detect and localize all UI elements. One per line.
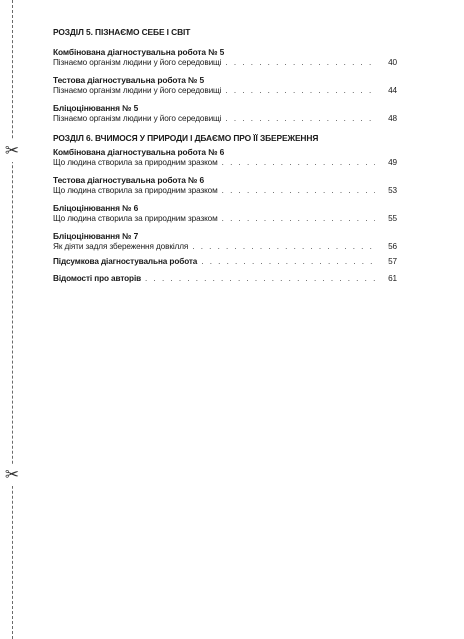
entry-line [53, 113, 397, 124]
entry-title: Відомості про авторів [53, 274, 142, 283]
entry-line [53, 57, 397, 68]
toc-entry[interactable] [53, 175, 397, 196]
section-title: РОЗДІЛ 5. ПІЗНАЄМО СЕБЕ І СВІТ [53, 27, 191, 37]
scissors-icon: ✂ [2, 464, 22, 486]
entry-subtitle: Пізнаємо організм людини у його середовищі [53, 86, 222, 95]
entry-subtitle: Пізнаємо організм людини у його середовищі [53, 58, 222, 67]
entry-line [53, 85, 397, 96]
dot-leader [145, 273, 375, 284]
cut-line [12, 0, 13, 639]
entry-subtitle: Пізнаємо організм людини у його середовищі [53, 114, 222, 123]
dot-leader [225, 57, 375, 68]
page-number: 48 [388, 114, 397, 123]
toc-entry[interactable] [53, 75, 397, 96]
entry-title: Підсумкова діагностувальна робота [53, 257, 198, 266]
entry-title: Тестова діагностувальна робота № 5 [53, 75, 205, 85]
toc-entry-final-assessment[interactable] [53, 256, 397, 267]
page-number: 40 [388, 58, 397, 67]
page-number: 57 [388, 257, 397, 266]
page-number: 53 [388, 186, 397, 195]
toc-entry[interactable] [53, 103, 397, 124]
entry-title: Бліцоцінювання № 7 [53, 231, 139, 241]
toc-entry[interactable] [53, 203, 397, 224]
dot-leader [222, 213, 375, 224]
entry-subtitle: Що людина створила за природним зразком [53, 158, 218, 167]
dot-leader [225, 113, 375, 124]
scissors-icon: ✂ [2, 140, 22, 162]
entry-subtitle: Що людина створила за природним зразком [53, 186, 218, 195]
toc-entry-authors[interactable] [53, 273, 397, 284]
entry-title: Тестова діагностувальна робота № 6 [53, 175, 205, 185]
entry-subtitle: Як діяти задля збереження довкілля [53, 242, 189, 251]
entry-title: Комбінована діагностувальна робота № 6 [53, 147, 225, 157]
entry-line [53, 213, 397, 224]
page-number: 56 [388, 242, 397, 251]
entry-subtitle: Що людина створила за природним зразком [53, 214, 218, 223]
dot-leader [222, 157, 375, 168]
toc-entry[interactable] [53, 231, 397, 252]
toc-entry[interactable] [53, 147, 397, 168]
dot-leader [225, 85, 375, 96]
dot-leader [201, 256, 375, 267]
dot-leader [192, 241, 375, 252]
page-number: 44 [388, 86, 397, 95]
entry-title: Бліцоцінювання № 5 [53, 103, 139, 113]
table-of-contents [53, 27, 397, 290]
section-title: РОЗДІЛ 6. ВЧИМОСЯ У ПРИРОДИ І ДБАЄМО ПРО ЇЇ ЗБЕРЕЖЕННЯ [53, 133, 319, 143]
entry-title: Бліцоцінювання № 6 [53, 203, 139, 213]
toc-entry[interactable] [53, 47, 397, 68]
entry-line [53, 241, 397, 252]
page-number: 55 [388, 214, 397, 223]
entry-line [53, 185, 397, 196]
dot-leader [222, 185, 375, 196]
entry-title: Комбінована діагностувальна робота № 5 [53, 47, 225, 57]
page-number: 49 [388, 158, 397, 167]
entry-line [53, 157, 397, 168]
page-number: 61 [388, 274, 397, 283]
